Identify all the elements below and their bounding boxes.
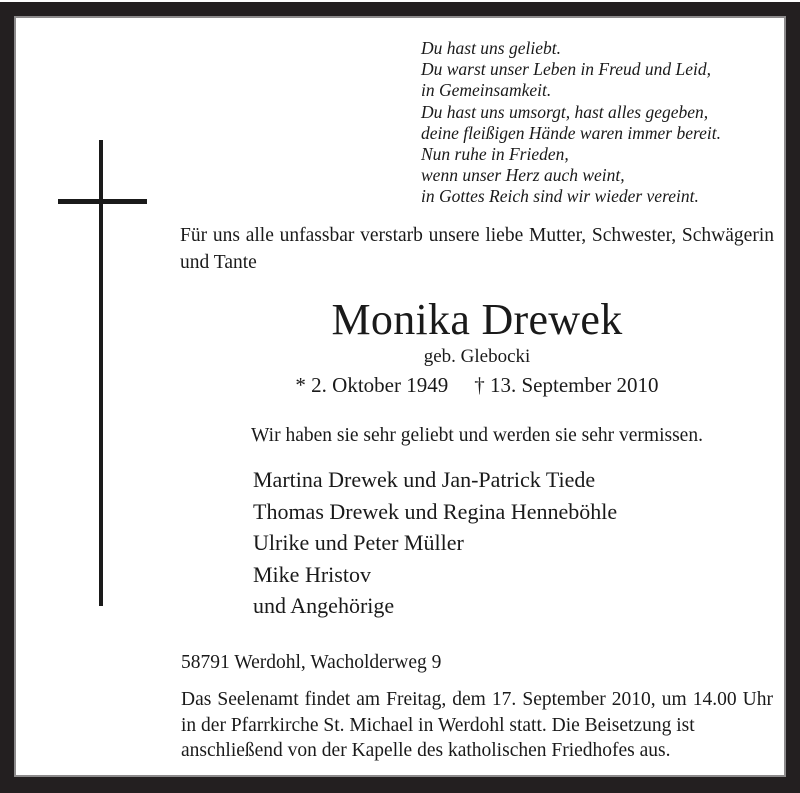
announcement-intro: Für uns alle unfassbar verstarb unsere liebe Mutter, Schwester, Schwägerin und Tante <box>180 225 774 273</box>
deceased-name: Monika Drewek <box>331 295 623 344</box>
deceased-maiden-name: geb. Glebocki <box>423 346 531 367</box>
survivor-line: Mike Hristov <box>253 561 371 587</box>
verse-line: deine fleißigen Hände waren immer bereit. <box>421 122 722 143</box>
border-bottom <box>0 777 800 793</box>
border-inner-rule-top <box>14 16 786 18</box>
death-symbol: † <box>474 373 485 397</box>
border-left <box>0 2 14 793</box>
cross-icon-stem <box>99 140 103 606</box>
cross-icon-bar <box>58 199 147 204</box>
funeral-service-details <box>181 687 773 764</box>
border-top <box>0 2 800 16</box>
survivors-list <box>253 464 773 622</box>
service-text-last: anschließend von der Kapelle des katholischen Friedhofes aus. <box>181 740 671 761</box>
birth-symbol: * <box>295 373 306 397</box>
verse-line: in Gemeinsamkeit. <box>421 80 552 101</box>
border-right <box>786 2 800 793</box>
birth-date: 2. Oktober 1949 <box>311 373 449 397</box>
memorial-verse <box>421 38 761 208</box>
verse-line: wenn unser Herz auch weint, <box>421 165 625 186</box>
survivor-line: und Angehörige <box>253 593 395 618</box>
survivor-line: Thomas Drewek und Regina Henneböhle <box>253 498 618 524</box>
family-address: 58791 Werdohl, Wacholderweg 9 <box>181 652 442 673</box>
survivor-line: Ulrike und Peter Müller <box>253 530 464 555</box>
survivor-line: Martina Drewek und Jan-Patrick Tiede <box>253 467 596 492</box>
verse-line: Nun ruhe in Frieden, <box>421 144 569 165</box>
verse-line: Du hast uns umsorgt, hast alles gegeben, <box>421 101 709 122</box>
border-inner-rule-left <box>14 16 16 777</box>
death-date: 13. September 2010 <box>490 373 659 397</box>
life-dates <box>180 372 774 398</box>
verse-line: in Gottes Reich sind wir wieder vereint. <box>421 186 699 207</box>
service-text-main: Das Seelenamt findet am Freitag, dem 17. September 2010, um 14.00 Uhr in der Pfarrkirche St. Michael in Werdohl statt. Die Beisetzung ist <box>181 689 773 736</box>
mourning-statement: Wir haben sie sehr geliebt und werden sie sehr vermissen. <box>251 425 703 446</box>
verse-line: Du warst unser Leben in Freud und Leid, <box>421 59 712 80</box>
border-inner-rule-right <box>784 16 786 777</box>
verse-line: Du hast uns geliebt. <box>421 38 561 58</box>
border-inner-rule-bottom <box>14 775 786 777</box>
